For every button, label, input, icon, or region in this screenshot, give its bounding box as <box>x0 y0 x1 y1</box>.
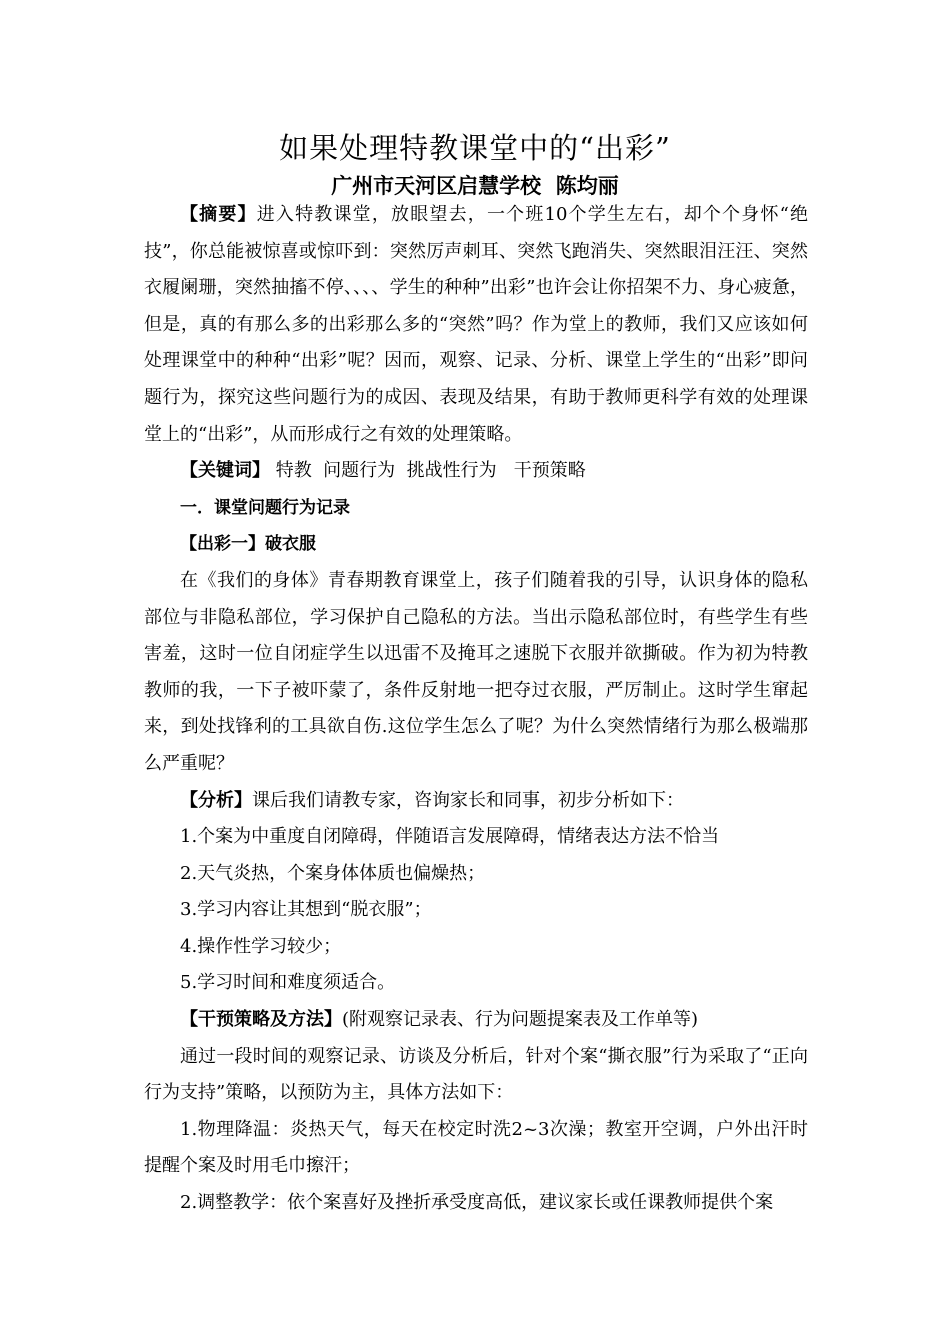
analysis-paragraph <box>144 783 808 820</box>
method-item: 2.调整教学：依个案喜好及挫折承受度高低，建议家长或任课教师提供个案 <box>180 1192 774 1214</box>
abstract-paragraph <box>144 197 808 453</box>
analysis-item: 5.学习时间和难度须适合。 <box>180 972 396 994</box>
keywords-paragraph <box>144 453 808 490</box>
abstract-label: 【摘要】 <box>180 204 257 225</box>
analysis-item: 2.天气炎热，个案身体体质也偏燥热； <box>180 862 486 884</box>
case-heading <box>144 526 808 563</box>
strategy-paragraph <box>144 1002 808 1039</box>
analysis-item: 1.个案为中重度自闭障碍，伴随语言发展障碍，情绪表达方法不恰当 <box>180 826 720 848</box>
strategy-intro: 通过一段时间的观察记录、访谈及分析后，针对个案“撕衣服”行为采取了“正向行为支持”策略，以预防为主，具体方法如下： <box>144 1045 808 1104</box>
strategy-label: 【干预策略及方法】 <box>180 1009 342 1031</box>
analysis-item: 4.操作性学习较少； <box>180 935 342 957</box>
analysis-intro: 课后我们请教专家，咨询家长和同事，初步分析如下： <box>252 789 684 811</box>
analysis-item: 3.学习内容让其想到“脱衣服”； <box>180 899 432 921</box>
strategy-note: (附观察记录表、行为问题提案表及工作单等) <box>342 1009 699 1031</box>
analysis-label: 【分析】 <box>180 789 252 811</box>
section-heading: 一．课堂问题行为记录 <box>180 497 350 518</box>
method-item: 1.物理降温：炎热天气，每天在校定时洗2~3次澡；教室开空调，户外出汗时提醒个案及时用毛巾擦汗； <box>144 1118 808 1177</box>
case-title: 破衣服 <box>265 534 316 555</box>
document-title: 如果处理特教课堂中的“出彩” <box>279 131 671 165</box>
keywords-label: 【关键词】 <box>180 460 270 482</box>
abstract-text: 进入特教课堂，放眼望去，一个班10个学生左右，却个个身怀“绝技”，你总能被惊喜或惊吓到：突然厉声刺耳、突然飞跑消失、突然眼泪汪汪、突然衣履阑珊，突然抽搐不停、、、、学生的种种”出彩”也许会让你招架不力、身心疲惫，但是，真的有那么多的出彩那么多的“突然”吗？作为堂上的教师，我们又应该如何处理课堂中的种种“出彩”呢？因而，观察、记录、分析、课堂上学生的“出彩”即问题行为，探究这些问题行为的成因、表现及结果，有助于教师更科学有效的处理课堂上的“出彩”，从而形成行之有效的处理策略。 <box>144 204 809 445</box>
case-label: 【出彩一】 <box>180 534 265 555</box>
case-narrative: 在《我们的身体》青春期教育课堂上，孩子们随着我的引导，认识身体的隐私部位与非隐私部位，学习保护自己隐私的方法。当出示隐私部位时，有些学生有些害羞，这时一位自闭症学生以迅雷不及掩耳之速脱下衣服并欲撕破。作为初为特教教师的我，一下子被吓蒙了，条件反射地一把夺过衣服，严厉制止。这时学生窜起来，到处找锋利的工具欲自伤.这位学生怎么了呢？为什么突然情绪行为那么极端那么严重呢？ <box>144 569 808 774</box>
keywords-text: 特教 问题行为 挑战性行为 干预策略 <box>270 460 586 482</box>
author-line: 广州市天河区启慧学校 陈均丽 <box>331 174 619 198</box>
document-body <box>144 197 808 1222</box>
